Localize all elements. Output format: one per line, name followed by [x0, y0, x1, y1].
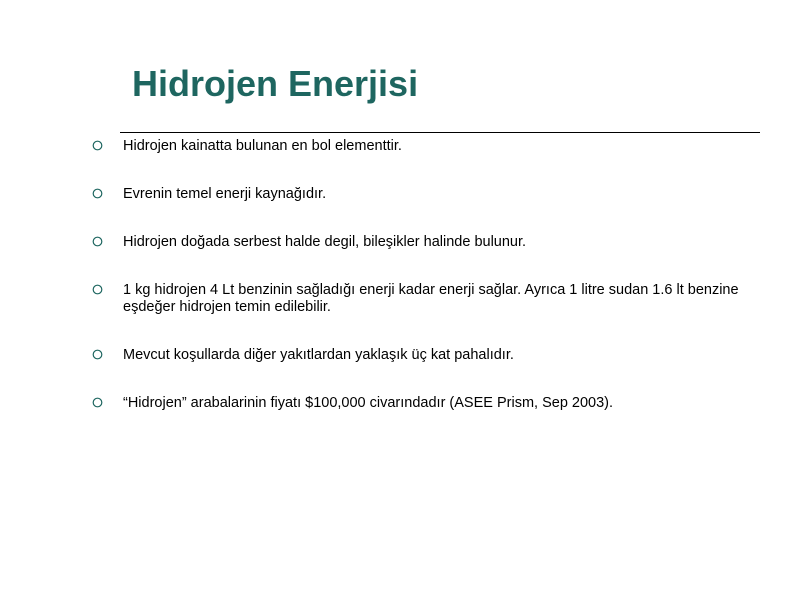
hollow-circle-bullet-icon: [92, 284, 103, 295]
bullet-item: [92, 282, 752, 316]
bullet-text: Evrenin temel enerji kaynağıdır.: [123, 186, 327, 202]
bullet-item: [92, 138, 752, 155]
hollow-circle-bullet-icon: [92, 140, 103, 151]
hollow-circle-bullet-icon: [92, 236, 103, 247]
bullet-list: [92, 138, 752, 443]
hollow-circle-bullet-icon: [92, 397, 103, 408]
hollow-circle-bullet-icon: [92, 349, 103, 360]
bullet-item: [92, 347, 752, 364]
bullet-text: Mevcut koşullarda diğer yakıtlardan yaklaşık üç kat pahalıdır.: [123, 347, 514, 363]
bullet-item: [92, 234, 752, 251]
bullet-text: Hidrojen doğada serbest halde degil, bileşikler halinde bulunur.: [123, 234, 527, 250]
bullet-item: [92, 395, 752, 412]
bullet-text: Hidrojen kainatta bulunan en bol elementtir.: [123, 138, 402, 154]
hollow-circle-bullet-icon: [92, 188, 103, 199]
bullet-text: 1 kg hidrojen 4 Lt benzinin sağladığı enerji kadar enerji sağlar. Ayrıca 1 litre sudan 1.6 lt benzine eşdeğer hidrojen temin edilebilir.: [123, 282, 739, 315]
slide-title: Hidrojen Enerjisi: [132, 63, 419, 104]
bullet-item: [92, 186, 752, 203]
bullet-text: “Hidrojen” arabalarinin fiyatı $100,000 civarındadır (ASEE Prism, Sep 2003).: [123, 395, 614, 411]
title-divider: [120, 132, 760, 133]
